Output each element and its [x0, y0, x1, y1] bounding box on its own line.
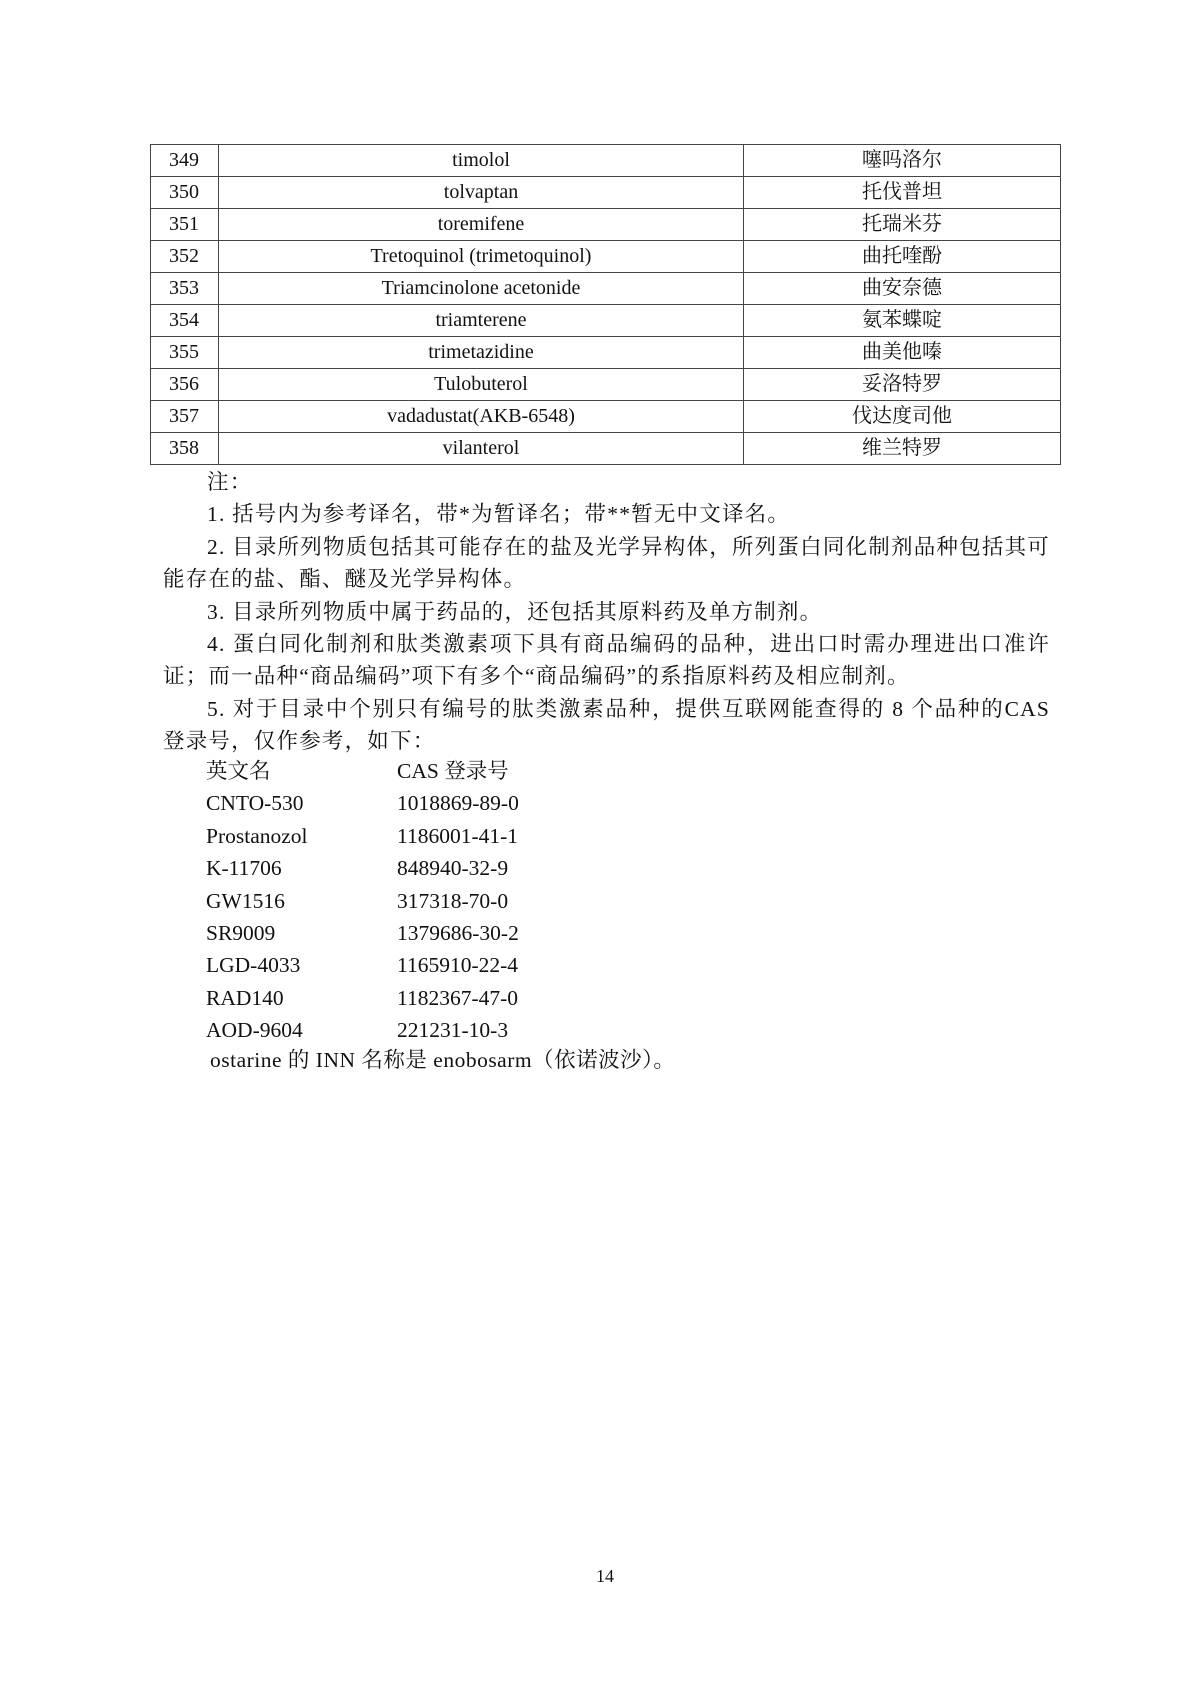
table-row [151, 145, 1061, 177]
cas-name: LGD-4033 [206, 953, 301, 978]
table-row [151, 273, 1061, 305]
substance-table [150, 144, 1061, 465]
table-row [151, 177, 1061, 209]
cas-row [206, 787, 519, 819]
chinese-name: 曲美他嗪 [744, 337, 1061, 369]
cas-name: AOD-9604 [206, 1018, 303, 1043]
cas-row [206, 1014, 519, 1046]
cas-name: CNTO-530 [206, 791, 304, 816]
table-row [151, 401, 1061, 433]
cas-header-name: 英文名 [206, 759, 271, 783]
chinese-name: 噻吗洛尔 [744, 145, 1061, 177]
row-number: 350 [151, 177, 219, 209]
table-row [151, 369, 1061, 401]
row-number: 349 [151, 145, 219, 177]
cas-name: K-11706 [206, 856, 282, 881]
chinese-name: 氨苯蝶啶 [744, 305, 1061, 337]
table-row [151, 241, 1061, 273]
english-name: timolol [219, 145, 744, 177]
english-name: Triamcinolone acetonide [219, 273, 744, 305]
ostarine-note: ostarine 的 INN 名称是 enobosarm（依诺波沙）。 [210, 1048, 676, 1072]
cas-number: 1018869-89-0 [397, 791, 519, 816]
note-item: 5. 对于目录中个别只有编号的肽类激素品种，提供互联网能查得的 8 个品种的CAS 登录号，仅作参考，如下： [163, 696, 1050, 754]
english-name: vilanterol [219, 433, 744, 465]
note-item: 4. 蛋白同化制剂和肽类激素项下具有商品编码的品种，进出口时需办理进出口准许证；而一品种“商品编码”项下有多个“商品编码”的系指原料药及相应制剂。 [163, 632, 1050, 689]
table-row [151, 433, 1061, 465]
cas-name: Prostanozol [206, 823, 308, 848]
table-row [151, 209, 1061, 241]
cas-number: 221231-10-3 [397, 1018, 509, 1043]
cas-row [206, 982, 519, 1014]
chinese-name: 曲安奈德 [744, 273, 1061, 305]
chinese-name: 托伐普坦 [744, 177, 1061, 209]
english-name: trimetazidine [219, 337, 744, 369]
cas-number: 848940-32-9 [397, 856, 509, 881]
chinese-name: 维兰特罗 [744, 433, 1061, 465]
row-number: 356 [151, 369, 219, 401]
page-number: 14 [596, 1566, 614, 1586]
cas-row [206, 852, 519, 884]
cas-name: GW1516 [206, 888, 285, 913]
cas-number: 1182367-47-0 [397, 985, 519, 1010]
chinese-name: 妥洛特罗 [744, 369, 1061, 401]
english-name: toremifene [219, 209, 744, 241]
cas-row [206, 949, 519, 981]
english-name: Tretoquinol (trimetoquinol) [219, 241, 744, 273]
row-number: 355 [151, 337, 219, 369]
table-row [151, 305, 1061, 337]
cas-number: 1165910-22-4 [397, 953, 519, 978]
cas-name: SR9009 [206, 921, 276, 946]
notes-section [163, 466, 1050, 758]
notes-heading: 注： [207, 470, 253, 494]
table-row [151, 337, 1061, 369]
cas-list [206, 755, 519, 1047]
cas-list-header [206, 755, 519, 787]
note-item: 2. 目录所列物质包括其可能存在的盐及光学异构体，所列蛋白同化制剂品种包括其可能存在的盐、酯、醚及光学异构体。 [163, 534, 1050, 592]
cas-row [206, 917, 519, 949]
chinese-name: 伐达度司他 [744, 401, 1061, 433]
cas-number: 1186001-41-1 [397, 823, 519, 848]
cas-number: 317318-70-0 [397, 888, 509, 913]
english-name: Tulobuterol [219, 369, 744, 401]
cas-name: RAD140 [206, 985, 284, 1010]
row-number: 351 [151, 209, 219, 241]
row-number: 352 [151, 241, 219, 273]
row-number: 354 [151, 305, 219, 337]
english-name: vadadustat(AKB-6548) [219, 401, 744, 433]
english-name: tolvaptan [219, 177, 744, 209]
english-name: triamterene [219, 305, 744, 337]
cas-row [206, 820, 519, 852]
row-number: 353 [151, 273, 219, 305]
cas-number: 1379686-30-2 [397, 921, 519, 946]
cas-header-number: CAS 登录号 [397, 759, 509, 783]
note-item: 3. 目录所列物质中属于药品的，还包括其原料药及单方制剂。 [207, 599, 823, 624]
row-number: 358 [151, 433, 219, 465]
chinese-name: 托瑞米芬 [744, 209, 1061, 241]
cas-row [206, 885, 519, 917]
note-item: 1. 括号内为参考译名，带*为暂译名；带**暂无中文译名。 [207, 502, 791, 527]
chinese-name: 曲托喹酚 [744, 241, 1061, 273]
row-number: 357 [151, 401, 219, 433]
